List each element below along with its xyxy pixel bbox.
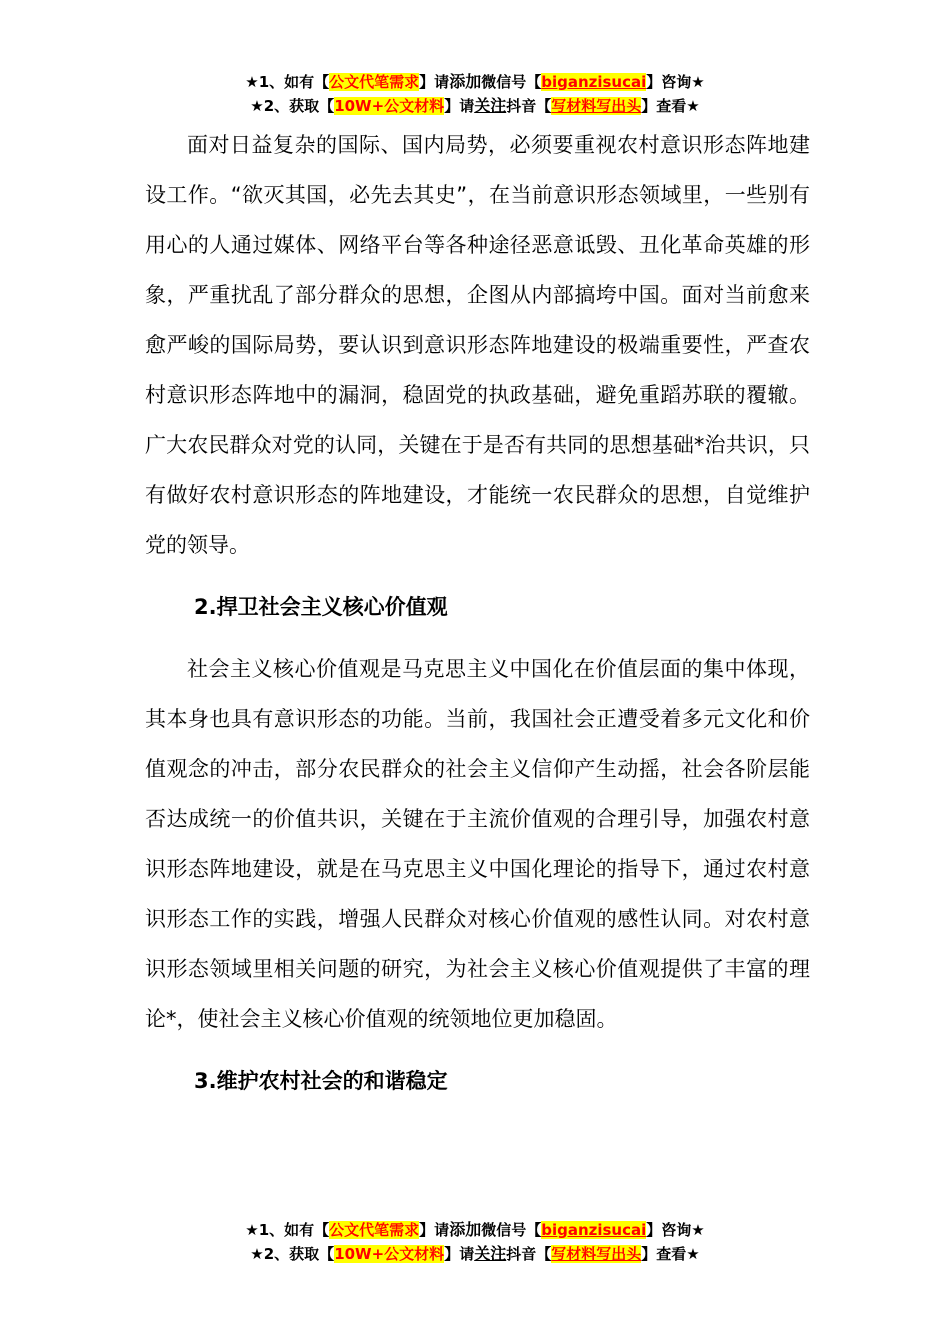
banner-text: 1、如有【 <box>258 1221 330 1239</box>
banner-text: 抖音【 <box>506 1245 552 1263</box>
banner-line-2 <box>0 94 950 118</box>
top-banner <box>0 70 950 118</box>
document-body <box>145 120 810 1118</box>
douyin-account-link[interactable]: 写材料写出头 <box>551 97 642 115</box>
section-heading-3: 3.维护农村社会的和谐稳定 <box>194 1069 448 1093</box>
section-heading-2: 2.捍卫社会主义核心价值观 <box>194 595 448 619</box>
highlight-materials: 10W+公文材料 <box>334 97 445 115</box>
banner-text: 微信号【 <box>481 1221 542 1239</box>
banner-text: 2、获取【 <box>263 1245 335 1263</box>
banner-emphasis: 关注 <box>474 1244 507 1263</box>
bottom-banner <box>0 1218 950 1266</box>
banner-emphasis: 添加 <box>449 72 482 91</box>
banner-text: 微信号【 <box>481 73 542 91</box>
banner-text: 】请 <box>444 97 475 115</box>
banner-emphasis: 添加 <box>449 1220 482 1239</box>
banner-line-1 <box>0 1218 950 1242</box>
douyin-account-link[interactable]: 写材料写出头 <box>551 1245 642 1263</box>
star-icon: ★ <box>245 1221 259 1239</box>
banner-text: 】查看★ <box>641 97 700 115</box>
banner-text: 1、如有【 <box>258 73 330 91</box>
banner-text: 】请 <box>419 1221 450 1239</box>
star-icon: ★ <box>250 97 264 115</box>
banner-line-1 <box>0 70 950 94</box>
star-icon: ★ <box>245 73 259 91</box>
wechat-id-link[interactable]: biganzisucai <box>541 1221 647 1239</box>
banner-text: 】咨询★ <box>646 73 705 91</box>
highlight-service: 公文代笔需求 <box>329 73 420 91</box>
banner-line-2 <box>0 1242 950 1266</box>
banner-text: 】查看★ <box>641 1245 700 1263</box>
banner-emphasis: 关注 <box>474 96 507 115</box>
banner-text: 抖音【 <box>506 97 552 115</box>
star-icon: ★ <box>250 1245 264 1263</box>
paragraph-1: 面对日益复杂的国际、国内局势，必须要重视农村意识形态阵地建设工作。“欲灭其国，必先去其史”，在当前意识形态领域里，一些别有用心的人通过媒体、网络平台等各种途径恶意诋毁、丑化革命英雄的形象，严重扰乱了部分群众的思想，企图从内部搞垮中国。面对当前愈来愈严峻的国际局势，要认识到意识形态阵地建设的极端重要性，严查农村意识形态阵地中的漏洞，稳固党的执政基础，避免重蹈苏联的覆辙。广大农民群众对党的认同，关键在于是否有共同的思想基础*治共识，只有做好农村意识形态的阵地建设，才能统一农民群众的思想，自觉维护党的领导。 <box>145 133 810 557</box>
highlight-materials: 10W+公文材料 <box>334 1245 445 1263</box>
banner-text: 】请 <box>419 73 450 91</box>
paragraph-2: 社会主义核心价值观是马克思主义中国化在价值层面的集中体现，其本身也具有意识形态的功能。当前，我国社会正遭受着多元文化和价值观念的冲击，部分农民群众的社会主义信仰产生动摇，社会各阶层能否达成统一的价值共识，关键在于主流价值观的合理引导，加强农村意识形态阵地建设，就是在马克思主义中国化理论的指导下，通过农村意识形态工作的实践，增强人民群众对核心价值观的感性认同。对农村意识形态领域里相关问题的研究，为社会主义核心价值观提供了丰富的理论*，使社会主义核心价值观的统领地位更加稳固。 <box>145 657 810 1031</box>
highlight-service: 公文代笔需求 <box>329 1221 420 1239</box>
banner-text: 2、获取【 <box>263 97 335 115</box>
wechat-id-link[interactable]: biganzisucai <box>541 73 647 91</box>
banner-text: 】咨询★ <box>646 1221 705 1239</box>
banner-text: 】请 <box>444 1245 475 1263</box>
